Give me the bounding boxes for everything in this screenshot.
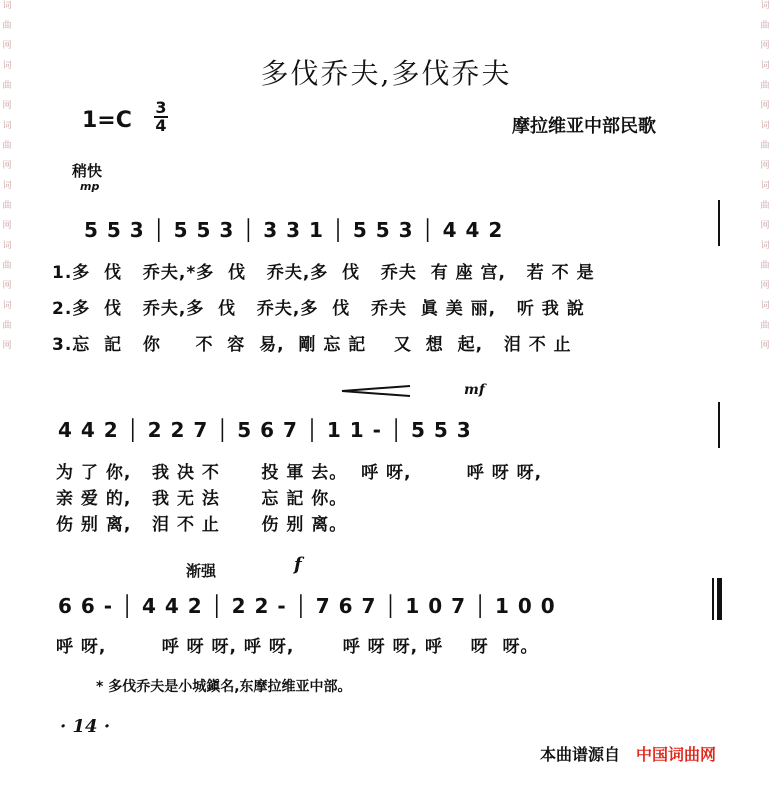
page-number: · 14 · bbox=[60, 716, 111, 737]
footnote: * 多伐乔夫是小城鎭名,东摩拉维亚中部。 bbox=[96, 679, 352, 695]
time-signature bbox=[154, 100, 168, 134]
final-bar-thin bbox=[712, 578, 714, 620]
dynamic-f: f bbox=[294, 554, 302, 575]
lyric-verse-3-row-1: 3.忘 記 你 不 容 易, 剛 忘 記 又 想 起, 泪 不 止 bbox=[52, 335, 572, 355]
credit-site-link[interactable]: 中国词曲网 bbox=[636, 745, 717, 764]
song-title: 多伐乔夫,多伐乔夫 bbox=[260, 57, 512, 90]
lyric-row-3: 呼 呀, 呼 呀 呀, 呼 呀, 呼 呀 呀, 呼 呀 呀。 bbox=[56, 637, 539, 657]
notation-row-1: 5 5 3 │ 5 5 3 │ 3 3 1 │ 5 5 3 │ 4 4 2 bbox=[84, 218, 504, 242]
dynamic-mf: mf bbox=[464, 382, 485, 398]
crescendo-label: 渐强 bbox=[186, 562, 217, 580]
lyric-verse-3-row-2: 伤 别 离, 泪 不 止 伤 别 离。 bbox=[56, 515, 348, 535]
notation-row-3: 6 6 - │ 4 4 2 │ 2 2 - │ 7 6 7 │ 1 0 7 │ 1 0 0 bbox=[58, 594, 556, 618]
lyric-verse-2-row-1: 2.多 伐 乔夫,多 伐 乔夫,多 伐 乔夫 眞 美 丽, 听 我 說 bbox=[52, 299, 585, 319]
notation-row-2: 4 4 2 │ 2 2 7 │ 5 6 7 │ 1 1 - │ 5 5 3 bbox=[58, 418, 472, 442]
song-source: 摩拉维亚中部民歌 bbox=[512, 116, 656, 137]
lyric-verse-1-row-1: 1.多 伐 乔夫,*多 伐 乔夫,多 伐 乔夫 有 座 宫, 若 不 是 bbox=[52, 263, 595, 283]
dynamic-mp: mp bbox=[80, 180, 100, 193]
tempo-marking: 稍快 bbox=[72, 162, 103, 180]
credit-text: 本曲谱源自 bbox=[540, 745, 621, 764]
source-credit bbox=[540, 742, 716, 765]
key-signature: 1=C bbox=[82, 108, 132, 133]
lyric-verse-2-row-2: 亲 爱 的, 我 无 法 忘 記 你。 bbox=[56, 489, 348, 509]
side-watermark-left: 词 曲 网 词 曲 网 词 曲 网 词 曲 网 词 曲 网 词 曲 网 bbox=[2, 1, 12, 351]
decrescendo-hairpin bbox=[340, 384, 412, 398]
lyric-verse-1-row-2: 为 了 你, 我 决 不 投 軍 去。 呼 呀, 呼 呀 呀, bbox=[56, 463, 543, 483]
side-watermark-right: 词 曲 网 词 曲 网 词 曲 网 词 曲 网 词 曲 网 词 曲 网 bbox=[760, 1, 770, 351]
meter-bottom: 4 bbox=[155, 116, 167, 135]
meter-top: 3 bbox=[155, 98, 167, 117]
bar-line bbox=[718, 402, 720, 448]
final-bar-thick bbox=[717, 578, 722, 620]
bar-line bbox=[718, 200, 720, 246]
